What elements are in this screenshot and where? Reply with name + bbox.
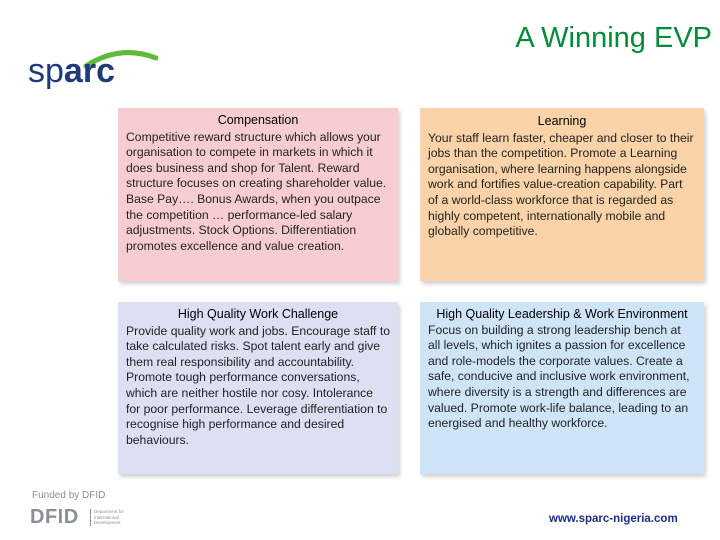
dfid-subtitle: Department for International Development <box>90 509 130 526</box>
funded-by-label: Funded by DFID <box>32 490 106 501</box>
logo-text-right: arc <box>63 52 115 90</box>
website-link[interactable]: www.sparc-nigeria.com <box>549 513 678 525</box>
learning-card <box>420 108 704 281</box>
learning-heading: Learning <box>537 114 587 128</box>
logo-text <box>28 52 115 91</box>
learning-body: Your staff learn faster, cheaper and closer to their jobs than the competition. Promote a Learning organisation, where learning happens alongside work and fortifies value-creation capability. Part of a world-class workforce that is regarded as highly competent, internationally mobile and globally competitive. <box>428 130 694 239</box>
work-challenge-card <box>118 302 398 474</box>
leadership-card <box>420 302 704 474</box>
dfid-wordmark: DFID <box>30 506 79 528</box>
leadership-heading: High Quality Leadership & Work Environment <box>436 307 688 321</box>
work-challenge-heading: High Quality Work Challenge <box>177 307 339 321</box>
compensation-card <box>118 108 398 281</box>
compensation-heading: Compensation <box>217 113 299 127</box>
work-challenge-body: Provide quality work and jobs. Encourage staff to take calculated risks. Spot talent early and give them real responsibility and accountability. Promote tough performance conversations, which are neither hostile nor cosy. Intolerance for poor performance. Leverage differentiation to recognise high performance and desired behaviours. <box>126 323 390 447</box>
dfid-logo <box>30 506 130 530</box>
page-title: A Winning EVP <box>515 22 712 54</box>
compensation-body: Competitive reward structure which allows your organisation to compete in markets in which it does business and shop for Talent. Reward structure focuses on creating shareholder value. Base Pay…. Bonus Awards, when you outpace the competition … performance-led salary adjustments. Stock Options. Differentiation promotes excellence and value creation. <box>126 129 387 253</box>
sparc-logo <box>28 44 158 94</box>
logo-text-left: sp <box>28 52 64 90</box>
leadership-body: Focus on building a strong leadership bench at all levels, which ignites a passion for excellence and role-models the corporate values. Create a safe, conducive and inclusive work environment, where diversity is a strength and differences are valued. Promote work-life balance, leading to an energised and healthy workforce. <box>428 322 690 431</box>
